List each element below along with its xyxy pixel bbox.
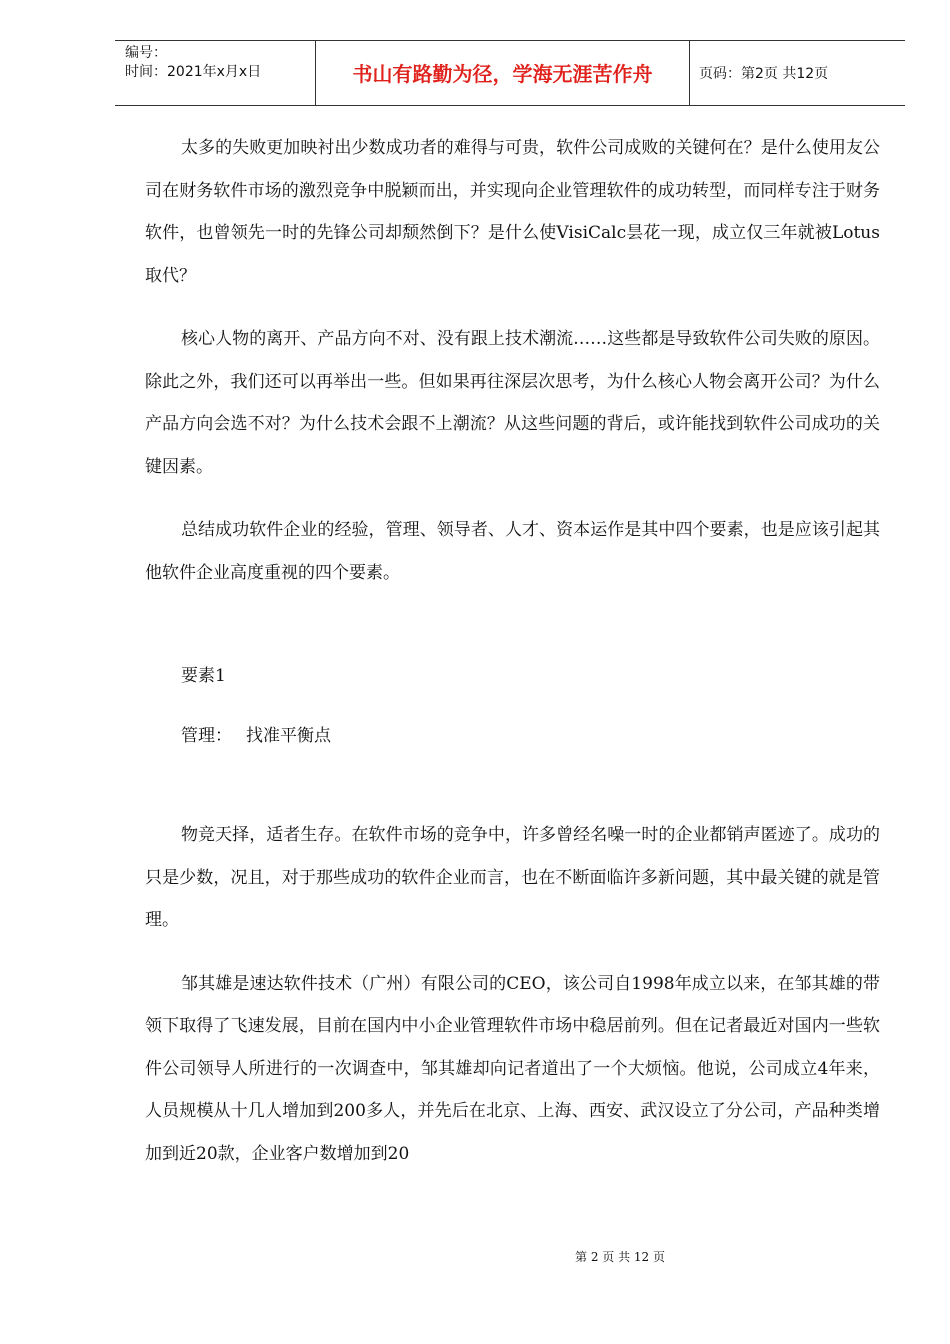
document-number-label: 编号： <box>125 45 167 61</box>
subheading-text: 找准平衡点 <box>246 725 331 746</box>
section-subheading <box>145 715 880 758</box>
section-heading: 要素1 <box>181 666 226 686</box>
subheading-label: 管理： <box>181 725 232 746</box>
body-paragraph: 物竞天择，适者生存。在软件市场的竞争中，许多曾经名噪一时的企业都销声匿迹了。成功的只是少数，况且，对于那些成功的软件企业而言，也在不断面临许多新问题，其中最关键的就是管理。 <box>145 825 880 930</box>
header-motto: 书山有路勤为径，学海无涯苦作舟 <box>316 41 690 105</box>
page-footer: 第 2 页 共 12 页 <box>575 1250 665 1264</box>
body-paragraph: 邹其雄是速达软件技术（广州）有限公司的CEO，该公司自1998年成立以来，在邹其雄的带领下取得了飞速发展，目前在国内中小企业管理软件市场中稳居前列。但在记者最近对国内一些软件公司领导人所进行的一次调查中，邹其雄却向记者道出了一个大烦恼。他说，公司成立4年来，人员规模从十几人增加到200多人，并先后在北京、上海、西安、武汉设立了分公司，产品种类增加到近20款，企业客户数增加到20 <box>145 973 880 1164</box>
body-paragraph: 总结成功软件企业的经验，管理、领导者、人才、资本运作是其中四个要素，也是应该引起其他软件企业高度重视的四个要素。 <box>145 520 880 583</box>
document-body <box>145 127 880 1196</box>
header-meta-cell <box>115 41 316 105</box>
section-spacer <box>145 774 880 814</box>
page-header <box>115 40 905 106</box>
body-paragraph: 太多的失败更加映衬出少数成功者的难得与可贵，软件公司成败的关键何在？是什么使用友公司在财务软件市场的激烈竞争中脱颖而出，并实现向企业管理软件的成功转型，而同样专注于财务软件，也曾领先一时的先锋公司却颓然倒下？是什么使VisiCalc昙花一现，成立仅三年就被Lotus取代？ <box>145 138 880 286</box>
section-spacer <box>145 615 880 655</box>
header-page-info: 页码：第2页 共12页 <box>699 66 829 82</box>
document-time-label: 时间：2021年x月x日 <box>125 64 262 80</box>
body-paragraph: 核心人物的离开、产品方向不对、没有跟上技术潮流……这些都是导致软件公司失败的原因。除此之外，我们还可以再举出一些。但如果再往深层次思考，为什么核心人物会离开公司？为什么产品方向会选不对？为什么技术会跟不上潮流？从这些问题的背后，或许能找到软件公司成功的关键因素。 <box>145 329 880 477</box>
